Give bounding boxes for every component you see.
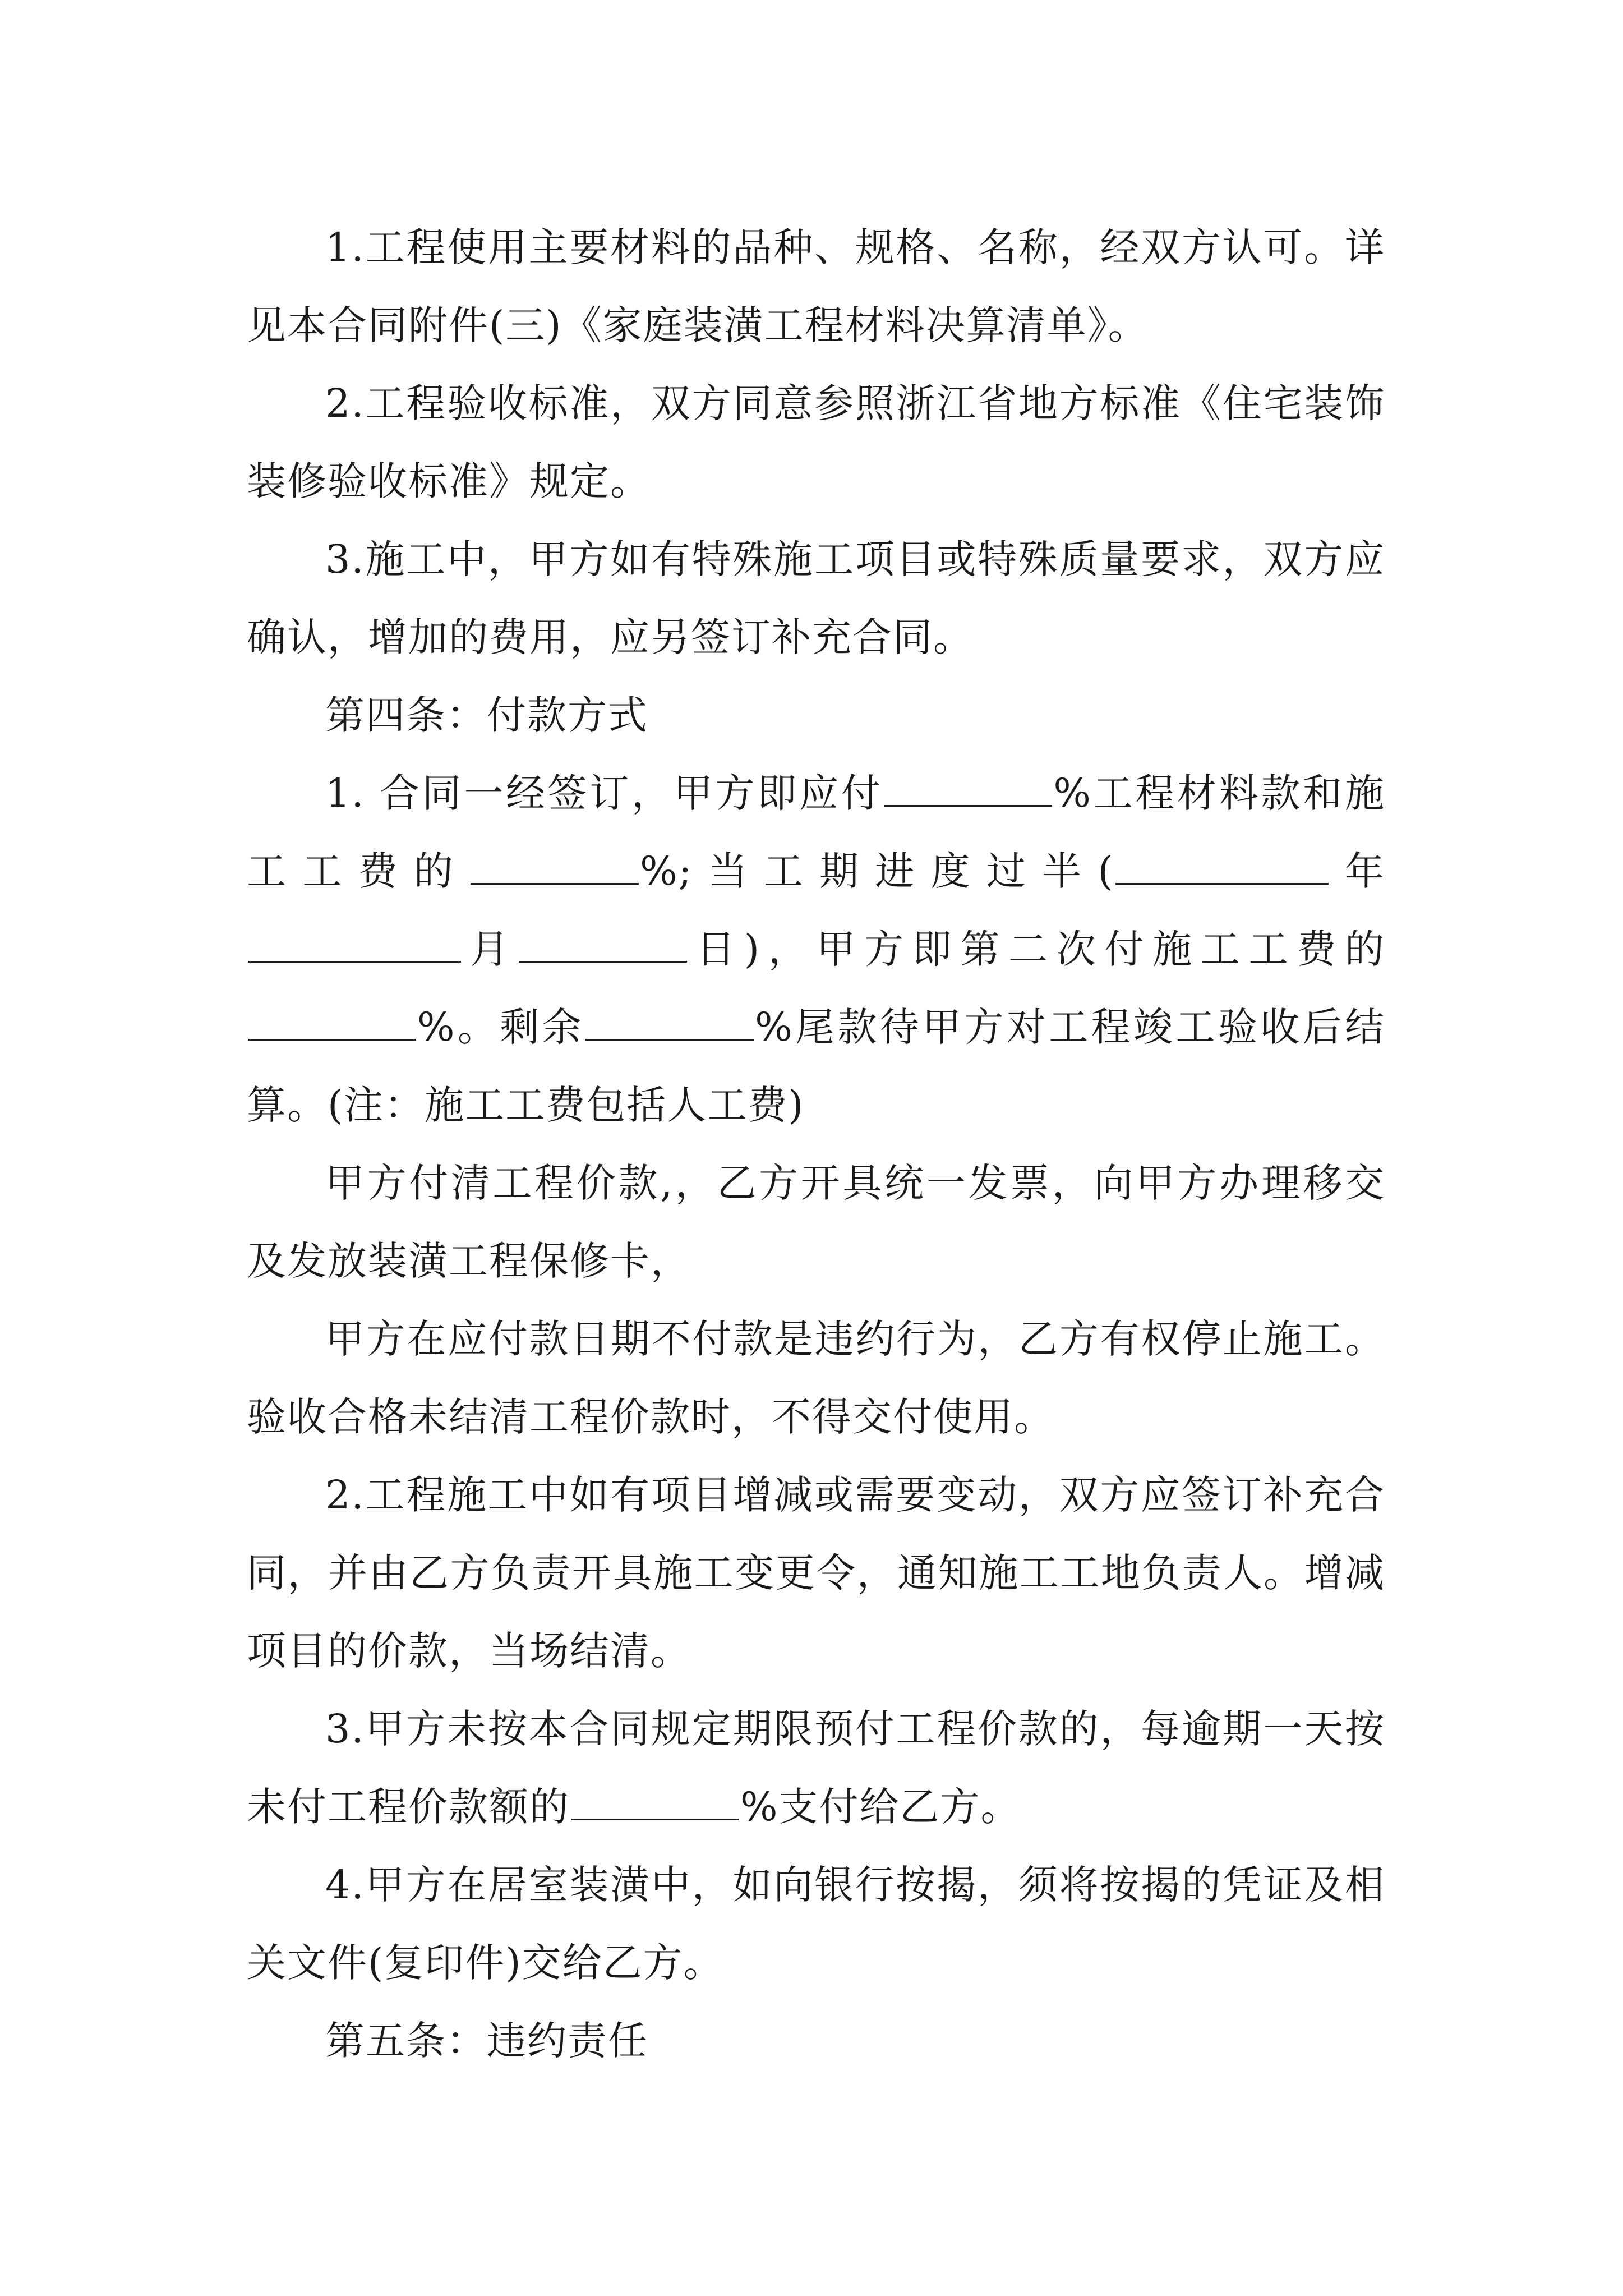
- late-payment-text-b: %支付给乙方。: [740, 1784, 1021, 1830]
- blank-month[interactable]: [248, 928, 461, 963]
- payment-text-3: %;当工期进度过半(: [640, 848, 1114, 894]
- payment-text-4: 年: [1329, 848, 1385, 894]
- payment-text-8: %尾款待甲方对工程竣工验收后结算。(注：施工工费包括人工费): [247, 1004, 1385, 1128]
- payment-schedule-paragraph: [247, 754, 1385, 1144]
- clause-material: 1.工程使用主要材料的品种、规格、名称，经双方认可。详见本合同附件(三)《家庭装潢工程材料决算清单》。: [247, 224, 1385, 348]
- payment-text-6: 日)，甲方即第二次付施工工费的: [688, 926, 1385, 972]
- paragraph-default-payment: 甲方在应付款日期不付款是违约行为，乙方有权停止施工。验收合格未结清工程价款时，不得交付使用。: [247, 1316, 1385, 1440]
- blank-second-payment-percent[interactable]: [248, 1006, 416, 1041]
- late-payment-text-a: 3.甲方未按本合同规定期限预付工程价款的，每逾期一天按未付工程价款额的: [247, 1706, 1385, 1830]
- payment-text-2: %工程材料款和施工工费的: [247, 770, 1385, 894]
- clause-special-requirements: 3.施工中，甲方如有特殊施工项目或特殊质量要求，双方应确认，增加的费用，应另签订补充合同。: [247, 536, 1385, 660]
- paragraph-project-change: 2.工程施工中如有项目增减或需要变动，双方应签订补充合同，并由乙方负责开具施工变更令，通知施工工地负责人。增减项目的价款，当场结清。: [247, 1472, 1385, 1674]
- blank-balance-percent[interactable]: [585, 1006, 754, 1041]
- blank-labor-percent[interactable]: [471, 850, 639, 885]
- payment-text-5: 月: [462, 926, 518, 972]
- blank-material-percent[interactable]: [884, 772, 1052, 807]
- clause-acceptance-standard: 2.工程验收标准，双方同意参照浙江省地方标准《住宅装饰装修验收标准》规定。: [247, 380, 1385, 504]
- blank-year[interactable]: [1115, 850, 1329, 885]
- payment-text-7: %。剩余: [417, 1004, 585, 1050]
- paragraph-invoice: 甲方付清工程价款,，乙方开具统一发票，向甲方办理移交及发放装潢工程保修卡，: [247, 1160, 1385, 1284]
- payment-text-1: 1. 合同一经签订，甲方即应付: [325, 770, 883, 816]
- article-four-heading: 第四条：付款方式: [325, 692, 648, 738]
- paragraph-late-payment: [247, 1690, 1385, 1846]
- blank-day[interactable]: [519, 928, 687, 963]
- blank-late-percent[interactable]: [571, 1786, 739, 1820]
- paragraph-mortgage: 4.甲方在居室装潢中，如向银行按揭，须将按揭的凭证及相关文件(复印件)交给乙方。: [247, 1862, 1385, 1986]
- document-body: [247, 209, 1385, 2080]
- article-five-heading: 第五条：违约责任: [325, 2018, 648, 2064]
